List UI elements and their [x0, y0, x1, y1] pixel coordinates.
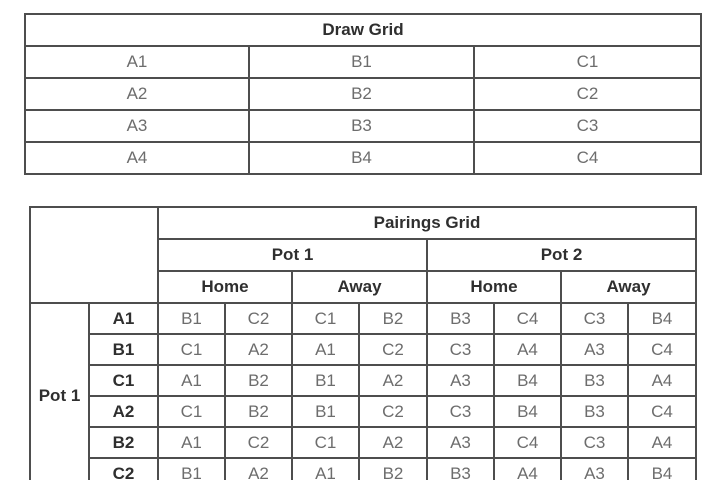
- pairing-row: [30, 458, 696, 480]
- pairing-row-label: B1: [89, 334, 158, 365]
- pairing-cell: A4: [628, 365, 696, 396]
- draw-grid-cell: B3: [249, 110, 474, 142]
- pairing-cell: C3: [561, 427, 628, 458]
- pairing-cell: A2: [359, 427, 427, 458]
- home-header: Home: [158, 271, 292, 303]
- pairing-cell: B2: [359, 458, 427, 480]
- pairing-cell: C3: [427, 396, 494, 427]
- pairing-cell: B1: [292, 396, 359, 427]
- pairing-cell: C3: [427, 334, 494, 365]
- draw-grid-cell: A3: [25, 110, 249, 142]
- pairing-cell: C2: [359, 334, 427, 365]
- pairing-cell: A4: [494, 458, 561, 480]
- pairing-cell: A3: [561, 458, 628, 480]
- pairing-cell: C1: [158, 334, 225, 365]
- home-header: Home: [427, 271, 561, 303]
- pairing-row-label: A2: [89, 396, 158, 427]
- pairing-row-label: B2: [89, 427, 158, 458]
- pot-2-header: Pot 2: [427, 239, 696, 271]
- pairing-cell: B2: [225, 365, 292, 396]
- pairing-cell: C1: [158, 396, 225, 427]
- pairing-cell: C3: [561, 303, 628, 334]
- pairing-cell: C4: [628, 334, 696, 365]
- pairing-cell: B4: [628, 458, 696, 480]
- pairing-cell: A2: [225, 334, 292, 365]
- pairing-cell: B4: [494, 396, 561, 427]
- pairing-row-label: A1: [89, 303, 158, 334]
- pairing-cell: A1: [292, 458, 359, 480]
- pairing-cell: B3: [427, 458, 494, 480]
- draw-grid-row: [25, 78, 701, 110]
- draw-grid-cell: B4: [249, 142, 474, 174]
- pairing-cell: A4: [494, 334, 561, 365]
- draw-grid-table: [24, 13, 702, 175]
- pairing-row: [30, 334, 696, 365]
- pairing-cell: A3: [427, 427, 494, 458]
- pairing-cell: B1: [292, 365, 359, 396]
- draw-grid-cell: C2: [474, 78, 701, 110]
- pairing-cell: B1: [158, 458, 225, 480]
- away-header: Away: [292, 271, 427, 303]
- pot-1-header: Pot 1: [158, 239, 427, 271]
- pairing-cell: A1: [292, 334, 359, 365]
- draw-grid-cell: B2: [249, 78, 474, 110]
- corner-cell: [30, 207, 158, 303]
- pairing-row: [30, 365, 696, 396]
- draw-grid-cell: C1: [474, 46, 701, 78]
- pairing-cell: B3: [561, 365, 628, 396]
- pairing-cell: B2: [359, 303, 427, 334]
- pairing-cell: A2: [225, 458, 292, 480]
- pairing-cell: A1: [158, 427, 225, 458]
- pairing-cell: A4: [628, 427, 696, 458]
- draw-grid-cell: A2: [25, 78, 249, 110]
- draw-grid-cell: A1: [25, 46, 249, 78]
- pairing-row: [30, 396, 696, 427]
- pairing-row: [30, 427, 696, 458]
- draw-grid-cell: C4: [474, 142, 701, 174]
- pairing-cell: C4: [494, 427, 561, 458]
- away-header: Away: [561, 271, 696, 303]
- pairing-cell: B3: [561, 396, 628, 427]
- draw-grid-row: [25, 110, 701, 142]
- pairing-cell: B4: [494, 365, 561, 396]
- pot-group-label: Pot 1: [30, 303, 89, 480]
- pairing-cell: C4: [628, 396, 696, 427]
- pairing-cell: B2: [225, 396, 292, 427]
- pairing-cell: B1: [158, 303, 225, 334]
- pairing-cell: A2: [359, 365, 427, 396]
- pairing-cell: A3: [561, 334, 628, 365]
- pairing-cell: C4: [494, 303, 561, 334]
- pairing-cell: A3: [427, 365, 494, 396]
- pairing-cell: C2: [225, 427, 292, 458]
- pairing-row-label: C2: [89, 458, 158, 480]
- draw-grid-title: Draw Grid: [25, 14, 701, 46]
- draw-grid-row: [25, 142, 701, 174]
- draw-grid-row: [25, 46, 701, 78]
- pairing-row-label: C1: [89, 365, 158, 396]
- draw-grid-cell: A4: [25, 142, 249, 174]
- draw-grid-cell: C3: [474, 110, 701, 142]
- pairing-cell: A1: [158, 365, 225, 396]
- pairing-cell: B4: [628, 303, 696, 334]
- pairing-cell: C2: [225, 303, 292, 334]
- draw-grid-cell: B1: [249, 46, 474, 78]
- pairing-cell: C1: [292, 303, 359, 334]
- pairing-cell: B3: [427, 303, 494, 334]
- pairings-grid-title: Pairings Grid: [158, 207, 696, 239]
- pairing-row: [30, 303, 696, 334]
- pairing-cell: C2: [359, 396, 427, 427]
- pairings-grid-table: [29, 206, 697, 480]
- pairing-cell: C1: [292, 427, 359, 458]
